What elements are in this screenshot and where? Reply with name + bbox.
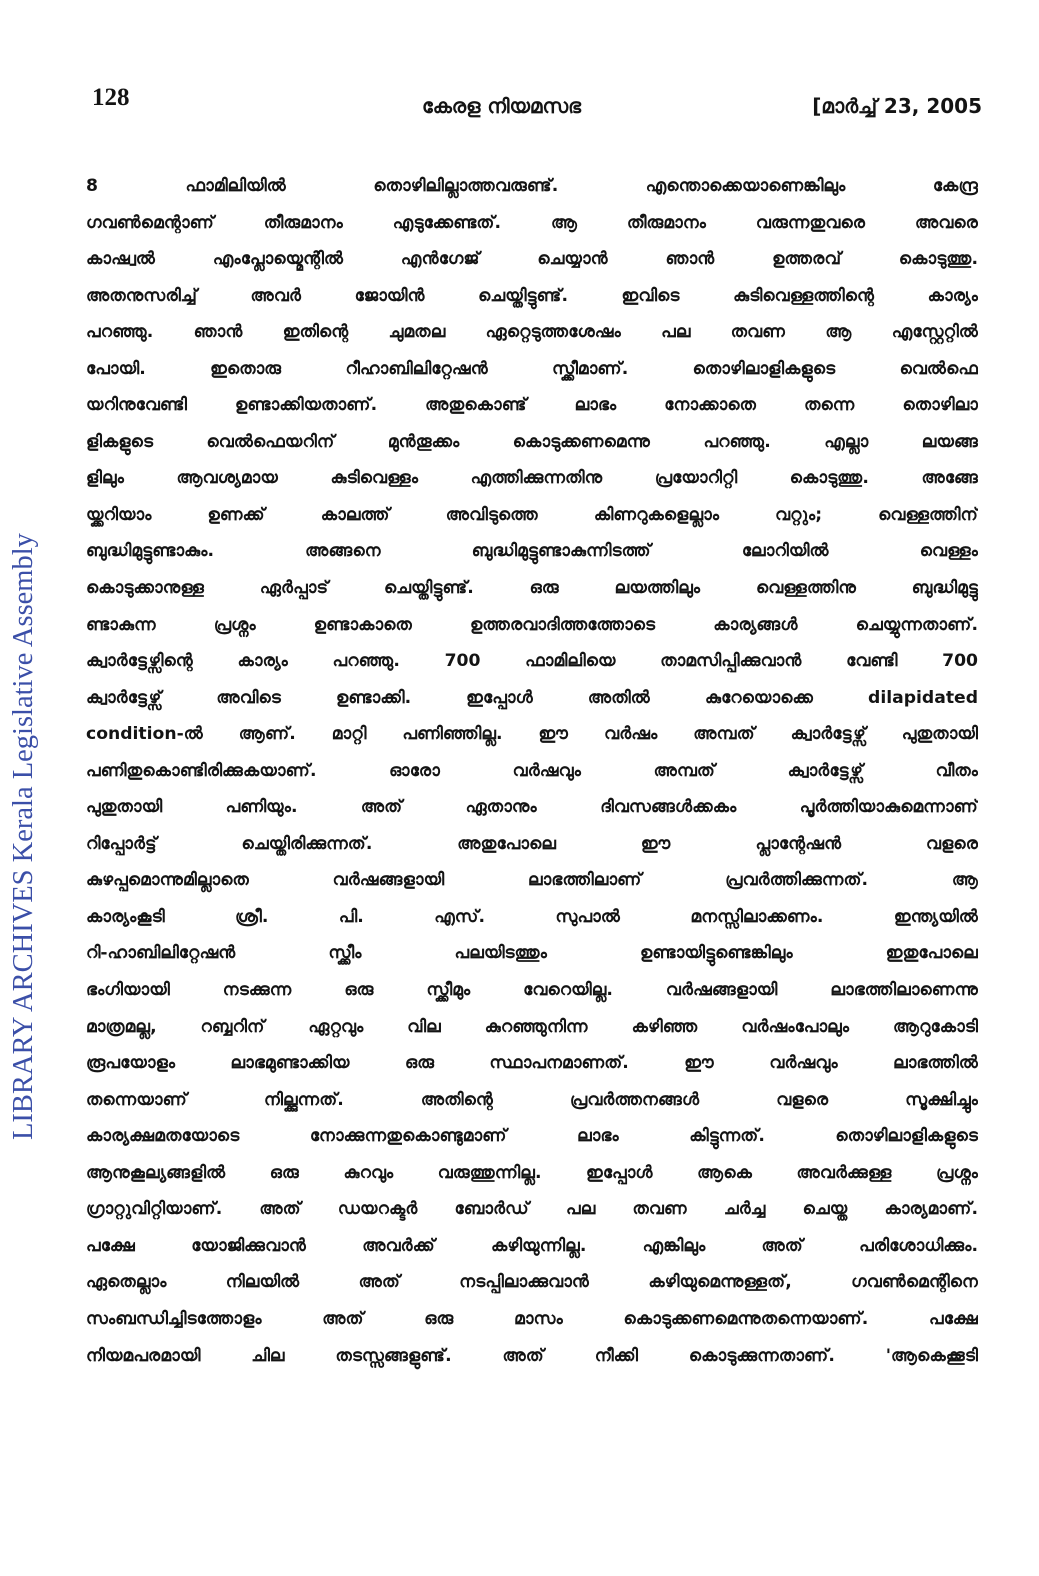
text-line: തന്നെയാണ് നില്ക്കുന്നത്. അതിന്റെ പ്രവർത്തനങ്ങൾ വളരെ സൂക്ഷിച്ചും [86,1089,978,1110]
text-line: രൂപയോളം ലാഭമുണ്ടാക്കിയ ഒരു സ്ഥാപനമാണത്. ഈ വർഷവും ലാഭത്തിൽ [86,1053,978,1074]
text-line: ളികളുടെ വെൽഫെയറിന് മുൻതൂക്കം കൊടുക്കണമെന്നു പറഞ്ഞു. എല്ലാ ലയങ്ങ [86,431,978,452]
page-header [92,84,982,124]
text-line: കാര്യക്ഷമതയോടെ നോക്കുന്നതുകൊണ്ടുമാണ് ലാഭം കിട്ടുന്നത്. തൊഴിലാളികളുടെ [86,1126,978,1147]
text-line: പക്ഷേ യോജിക്കുവാൻ അവർക്ക് കഴിയുന്നില്ല. എങ്കിലും അത് പരിശോധിക്കും. [86,1235,978,1256]
text-line: ണ്ടാകുന്ന പ്രശ്നം ഉണ്ടാകാതെ ഉത്തരവാദിത്തത്തോടെ കാര്യങ്ങൾ ചെയ്യുന്നതാണ്. [86,614,978,635]
text-line: പോയി. ഇതൊരു റീഹാബിലിറ്റേഷൻ സ്ക്കീമാണ്. തൊഴിലാളികളുടെ വെൽഫെ [86,358,978,379]
text-line: ളിലും ആവശ്യമായ കുടിവെള്ളം എത്തിക്കുന്നതിനു പ്രയോറിറ്റി കൊടുത്തു. അങ്ങേ [86,468,978,489]
archive-watermark: LIBRARY ARCHIVES Kerala Legislative Assembly [8,533,39,1140]
text-line: യ്ക്കറിയാം ഉണക്ക് കാലത്ത് അവിടുത്തെ കിണറുകളെല്ലാം വറ്റും; വെള്ളത്തിന് [86,504,978,525]
text-line: പണിതുകൊണ്ടിരിക്കുകയാണ്. ഓരോ വർഷവും അമ്പത് ക്വാർട്ടേഴ്സ് വീതം [86,760,978,781]
text-line: റിപ്പോർട്ട് ചെയ്തിരിക്കുന്നത്. അതുപോലെ ഈ പ്ലാന്റേഷൻ വളരെ [86,833,978,854]
text-line: പറഞ്ഞു. ഞാൻ ഇതിന്റെ ചുമതല ഏറ്റെടുത്തശേഷം പല തവണ ആ എസ്റ്റേറ്റിൽ [86,322,978,343]
speech-body [86,168,978,1374]
text-line: നിയമപരമായി ചില തടസ്സങ്ങളുണ്ട്. അത് നീക്കി കൊടുക്കുന്നതാണ്. 'ആകെക്കൂടി [86,1345,978,1366]
text-line: 8 ഫാമിലിയിൽ തൊഴിലില്ലാത്തവരുണ്ട്. എന്തൊക്കെയാണെങ്കിലും കേന്ദ്ര [86,176,978,196]
text-line: സംബന്ധിച്ചിടത്തോളം അത് ഒരു മാസം കൊടുക്കണമെന്നുതന്നെയാണ്. പക്ഷേ [86,1308,978,1329]
text-line: ബുദ്ധിമുട്ടുണ്ടാകും. അങ്ങനെ ബുദ്ധിമുട്ടുണ്ടാകുന്നിടത്ത് ലോറിയിൽ വെള്ളം [86,541,978,562]
text-line: ഗ്രാറ്റുവിറ്റിയാണ്. അത് ഡയറക്ടർ ബോർഡ് പല തവണ ചർച്ച ചെയ്ത കാര്യമാണ്. [86,1199,978,1220]
text-line: മാത്രമല്ല, റബ്ബറിന് ഏറ്റവും വില കുറഞ്ഞുനിന്ന കഴിഞ്ഞ വർഷംപോലും ആറുകോടി [86,1016,978,1037]
text-line: കാഷ്വൽ എംപ്ലോയ്മെന്റിൽ എൻഗേജ് ചെയ്യാൻ ഞാൻ ഉത്തരവ് കൊടുത്തു. [86,249,978,270]
text-line: ആനുകൂല്യങ്ങളിൽ ഒരു കുറവും വരുത്തുന്നില്ല. ഇപ്പോൾ ആകെ അവർക്കുള്ള പ്രശ്നം [86,1162,978,1183]
text-line: condition-ൽ ആണ്. മാറ്റി പണിഞ്ഞില്ല. ഈ വർഷം അമ്പത് ക്വാർട്ടേഴ്സ് പുതുതായി [86,724,978,745]
text-line: റി-ഹാബിലിറ്റേഷൻ സ്ക്കീം പലയിടത്തും ഉണ്ടായിട്ടുണ്ടെങ്കിലും ഇതുപോലെ [86,943,978,964]
text-line: ഗവൺമെന്റാണ് തീരുമാനം എടുക്കേണ്ടത്. ആ തീരുമാനം വരുന്നതുവരെ അവരെ [86,212,978,233]
text-line: ക്വാർട്ടേഴ്സ് അവിടെ ഉണ്ടാക്കി. ഇപ്പോൾ അതിൽ കുറേയൊക്കെ dilapidated [86,687,978,708]
text-line: ഭംഗിയായി നടക്കുന്ന ഒരു സ്ക്കീമും വേറെയില്ല. വർഷങ്ങളായി ലാഭത്തിലാണെന്നു [86,980,978,1001]
text-line: പുതുതായി പണിയും. അത് ഏതാനും ദിവസങ്ങൾക്കകം പൂർത്തിയാകുമെന്നാണ് [86,797,978,818]
running-title: കേരള നിയമസഭ [422,94,581,118]
text-line: കാര്യംകൂടി ശ്രീ. പി. എസ്. സുപാൽ മനസ്സിലാക്കണം. ഇന്ത്യയിൽ [86,906,978,927]
session-date: [മാർച്ച് 23, 2005 [812,94,982,118]
text-line: അതനുസരിച്ച് അവർ ജോയിൻ ചെയ്തിട്ടുണ്ട്. ഇവിടെ കുടിവെള്ളത്തിന്റെ കാര്യം [86,285,978,306]
page-number: 128 [92,84,130,111]
text-line: ഏതെല്ലാം നിലയിൽ അത് നടപ്പിലാക്കുവാൻ കഴിയുമെന്നുള്ളത്, ഗവൺമെന്റിനെ [86,1272,978,1293]
text-line: കുഴപ്പമൊന്നുമില്ലാതെ വർഷങ്ങളായി ലാഭത്തിലാണ് പ്രവർത്തിക്കുന്നത്. ആ [86,870,978,891]
text-line: ക്വാർട്ടേഴ്സിന്റെ കാര്യം പറഞ്ഞു. 700 ഫാമിലിയെ താമസിപ്പിക്കുവാൻ വേണ്ടി 700 [86,651,978,672]
text-line: കൊടുക്കാനുള്ള ഏർപ്പാട് ചെയ്തിട്ടുണ്ട്. ഒരു ലയത്തിലും വെള്ളത്തിനു ബുദ്ധിമുട്ടു [86,578,978,599]
text-line: യറിനുവേണ്ടി ഉണ്ടാക്കിയതാണ്. അതുകൊണ്ട് ലാഭം നോക്കാതെ തന്നെ തൊഴിലാ [86,395,978,416]
